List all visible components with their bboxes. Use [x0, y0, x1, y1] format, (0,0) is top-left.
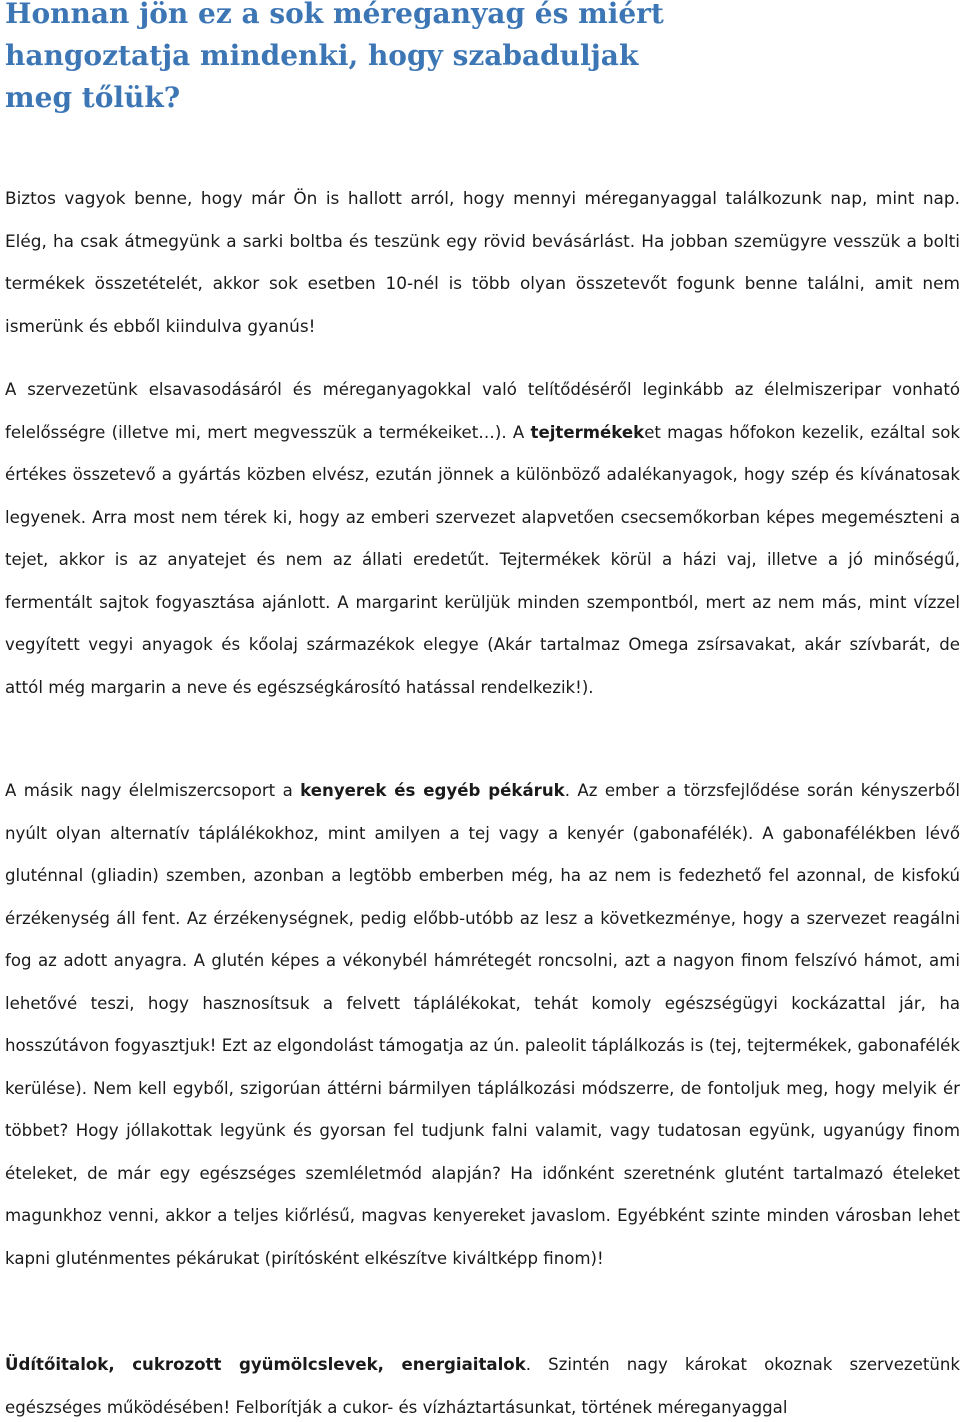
paragraph-drinks-text: . Szintén nagy károkat okoznak szervezetünk egészséges működésében! Felborítják a cukor- és vízháztartásunkat, történek méreganyaggal: [5, 1355, 960, 1417]
paragraph-bread-text-1: A másik nagy élelmiszercsoport a: [5, 781, 301, 800]
paragraph-bread: [5, 770, 960, 1280]
paragraph-dairy-text-2: et magas hőfokon kezelik, ezáltal sok értékes összetevő a gyártás közben elvész, ezután jönnek a különböző adalékanyagok, hogy szép és kívánatosak legyenek. Arra most nem térek ki, hogy az emberi szervezet alapvetően csecsemőkorban képes megemészteni a tejet, akkor is az anyatejet és nem az állati eredetűt. Tejtermékek körül a házi vaj, illetve a jó minőségű, fermentált sajtok fogyasztása ajánlott. A margarint kerüljük minden szempontból, mert az nem más, mint vízzel vegyített vegyi anyagok és kőolaj származékok elegye (Akár tartalmaz Omega zsírsavakat, akár szívbarát, de attól még margarin a neve és egészségkárosító hatással rendelkezik!).: [5, 422, 960, 697]
paragraph-dairy: [5, 369, 960, 709]
paragraph-drinks-bold: Üdítőitalok, cukrozott gyümölcslevek, energiaitalok: [5, 1355, 526, 1374]
document-title: Honnan jön ez a sok méreganyag és miért hangoztatja mindenki, hogy szabaduljak meg tőlük?: [5, 0, 664, 114]
paragraph-intro: Biztos vagyok benne, hogy már Ön is hallott arról, hogy mennyi méreganyaggal találkozunk nap, mint nap. Elég, ha csak átmegyünk a sarki boltba és teszünk egy rövid bevásárlást. Ha jobban szemügyre vesszük a bolti termékek összetételét, akkor sok esetben 10-nél is több olyan összetevőt fogunk benne találni, amit nem ismerünk és ebből kiindulva gyanús!: [5, 188, 960, 336]
paragraph-dairy-bold: tejtermékek: [530, 422, 645, 442]
paragraph-bread-text-2: . Az ember a törzsfejlődése során kényszerből nyúlt olyan alternatív táplálékokhoz, mint amilyen a tej vagy a kenyér (gabonafélék). A gabonafélékben lévő gluténnal (gliadin) szemben, azonban a legtöbb emberben még, ha az nem is fedezhető fel azonnal, de kisfokú érzékenység áll fent. Az érzékenységnek, pedig előbb-utóbb az lesz a következménye, hogy a szervezet reagálni fog az adott anyagra. A glutén képes a vékonybél hámrétegét roncsolni, azt a nagyon finom felszívó hámot, ami lehetővé teszi, hogy hasznosítsuk a felvett táplálékokat, tehát komoly egészségügyi kockázattal jár, ha hosszútávon fogyasztjuk! Ezt az elgondolást támogatja az ún. paleolit táplálkozás is (tej, tejtermékek, gabonafélék kerülése). Nem kell egyből, szigorúan áttérni bármilyen táplálkozási módszerre, de fontoljuk meg, hogy melyik ér többet? Hogy jóllakottak legyünk és gyorsan fel tudjunk falni valamit, vagy tudatosan együnk, ugyanúgy finom ételeket, de már egy egészséges szemléletmód alapján? Ha időnként szeretnénk glutént tartalmazó ételeket magunkhoz venni, akkor a teljes kiőrlésű, magvas kenyereket javaslom. Egyébként szinte minden városban lehet kapni gluténmentes pékárukat (pirítósként elkészítve kiváltképp finom)!: [5, 781, 960, 1268]
paragraph-dairy-text-1: A szervezetünk elsavasodásáról és méreganyagokkal való telítődéséről leginkább az élelmiszeripar vonható felelősségre (illetve mi, mert megvesszük a termékeiket…). A: [5, 380, 960, 442]
paragraph-bread-bold: kenyerek és egyéb pékáruk: [300, 781, 565, 800]
paragraph-drinks: [5, 1344, 960, 1422]
